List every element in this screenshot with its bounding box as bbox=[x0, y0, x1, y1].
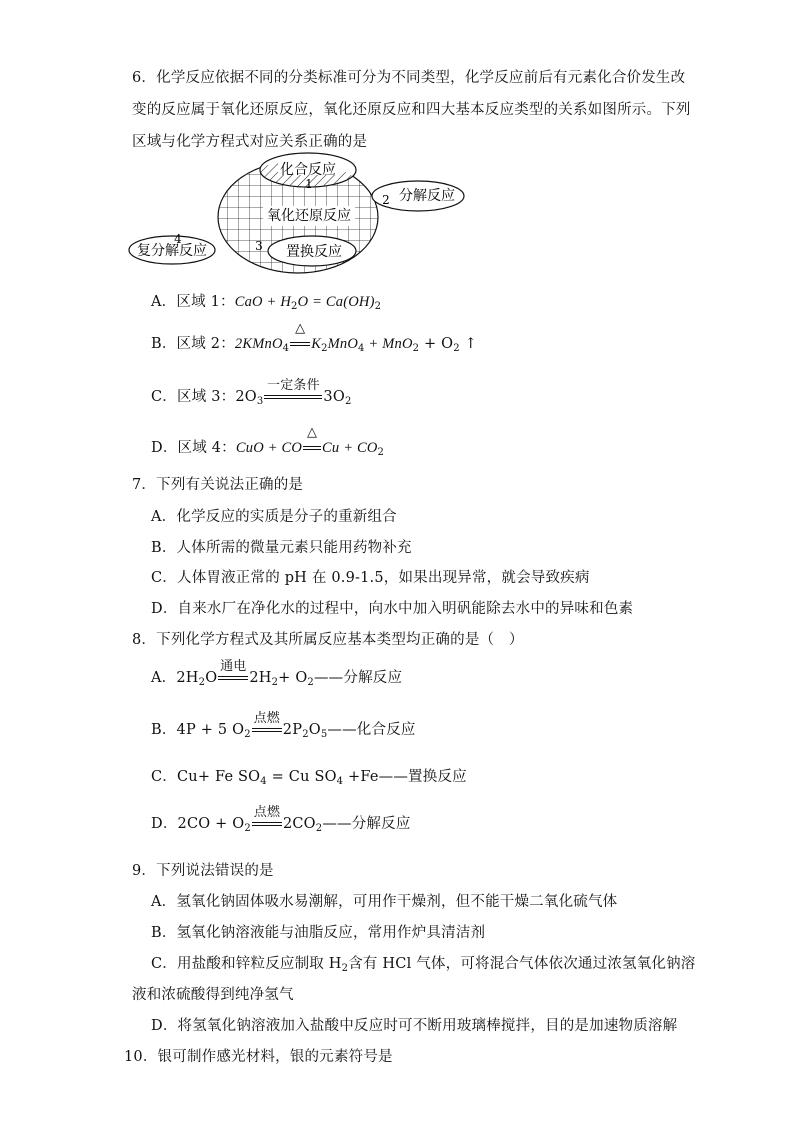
q7-option-c: C．人体胃液正常的 pH 在 0.9-1.5，如果出现异常，就会导致疾病 bbox=[151, 570, 590, 586]
q7-option-b: B．人体所需的微量元素只能用药物补充 bbox=[151, 540, 412, 556]
reaction-venn-diagram bbox=[128, 152, 468, 277]
q7-option-d: D．自来水厂在净化水的过程中，向水中加入明矾能除去水中的异味和色素 bbox=[151, 601, 634, 617]
q6-stem-line1: 6．化学反应依据不同的分类标准可分为不同类型，化学反应前后有元素化合价发生改 bbox=[132, 70, 686, 86]
q6-option-b: B．区域 2：2KMnO$_4$ △ $K_2MnO_4 + MnO_2 + O_2$ ↑ bbox=[151, 321, 477, 354]
label-region-1: 1 bbox=[305, 177, 313, 191]
label-region-3: 3 bbox=[255, 239, 263, 253]
q9-option-c-line1: C．用盐酸和锌粒反应制取 $H_2$含有 HCl 气体，可将混合气体依次通过浓氢氧化钠溶 bbox=[151, 956, 696, 974]
label-replacement: 置换反应 bbox=[286, 244, 342, 260]
label-decomposition: 分解反应 bbox=[399, 188, 455, 204]
label-region-4: 4 bbox=[174, 232, 182, 246]
label-double-decomp: 复分解反应 bbox=[137, 243, 207, 259]
label-combination: 化合反应 bbox=[280, 162, 336, 178]
q8-option-a: A．$2H_2O$ 通电 $2H_2+$ $O_2——$分解反应 bbox=[151, 659, 403, 688]
q8-option-c: C．Cu+ Fe $SO_4 = Cu$ $SO_4$ +Fe——置换反应 bbox=[151, 769, 467, 787]
q9-option-a: A．氢氧化钠固体吸水易潮解，可用作干燥剂，但不能干燥二氧化硫气体 bbox=[151, 894, 618, 910]
q7-option-a: A．化学反应的实质是分子的重新组合 bbox=[151, 509, 397, 525]
q8-stem: 8．下列化学方程式及其所属反应基本类型均正确的是（ ） bbox=[132, 632, 524, 648]
q10-stem: 10．银可制作感光材料，银的元素符号是 bbox=[124, 1049, 393, 1065]
q6-option-a: A．区域 1：CaO + $H_2O = Ca(OH)_2$ bbox=[151, 294, 382, 312]
q6-option-c: C．区域 3：$2O_3$ 一定条件 $3O_2$ bbox=[151, 378, 352, 407]
q9-option-c-line2: 液和浓硫酸得到纯净氢气 bbox=[132, 987, 294, 1003]
label-redox: 氧化还原反应 bbox=[267, 208, 351, 224]
q9-option-b: B．氢氧化钠溶液能与油脂反应，常用作炉具清洁剂 bbox=[151, 925, 486, 941]
q6-option-d: D．区域 4：CuO + CO △ $Cu + CO_2$ bbox=[151, 425, 385, 458]
label-region-2: 2 bbox=[382, 193, 390, 207]
q6-stem-line3: 区域与化学方程式对应关系正确的是 bbox=[132, 134, 368, 150]
q7-stem: 7．下列有关说法正确的是 bbox=[132, 477, 304, 493]
q8-option-d: D．$2CO + O_2$ 点燃 $2CO_2——$分解反应 bbox=[151, 805, 411, 834]
q9-stem: 9．下列说法错误的是 bbox=[132, 863, 274, 879]
q9-option-d: D．将氢氧化钠溶液加入盐酸中反应时可不断用玻璃棒搅拌，目的是加速物质溶解 bbox=[151, 1018, 678, 1034]
q6-stem-line2: 变的反应属于氧化还原反应，氧化还原反应和四大基本反应类型的关系如图所示。下列 bbox=[132, 102, 691, 118]
q8-option-b: B．4P + 5 $O_2$ 点燃 $2P_2O_5——$化合反应 bbox=[151, 711, 416, 740]
